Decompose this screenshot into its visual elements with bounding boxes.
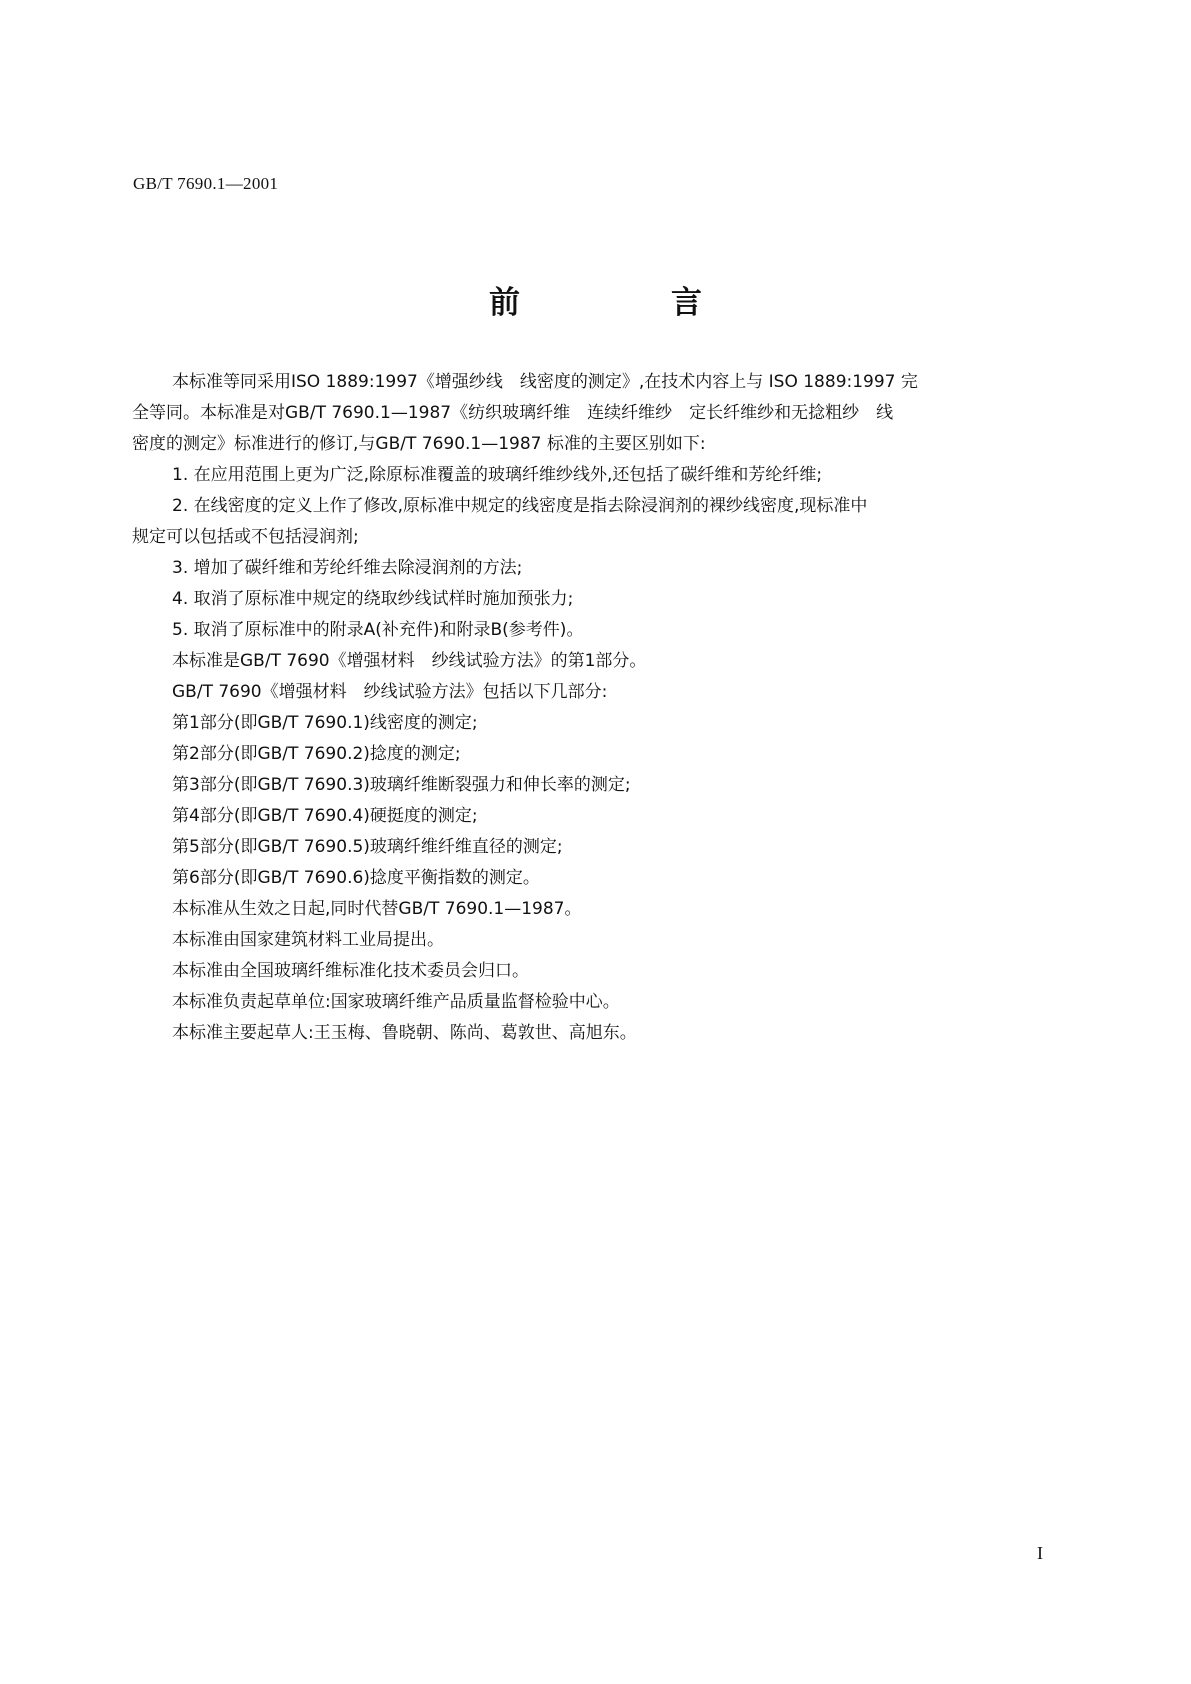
- closing-line: 本标准负责起草单位:国家玻璃纤维产品质量监督检验中心。: [172, 992, 620, 1012]
- page-number: I: [1037, 1543, 1043, 1563]
- part-item: 第3部分(即GB/T 7690.3)玻璃纤维断裂强力和伸长率的测定;: [172, 775, 631, 795]
- part-item: 第5部分(即GB/T 7690.5)玻璃纤维纤维直径的测定;: [172, 837, 563, 857]
- standard-code: GB/T 7690.1—2001: [133, 174, 279, 193]
- part-item: 第1部分(即GB/T 7690.1)线密度的测定;: [172, 713, 478, 733]
- part-item: 第6部分(即GB/T 7690.6)捻度平衡指数的测定。: [172, 868, 540, 888]
- closing-line: 本标准由国家建筑材料工业局提出。: [172, 930, 444, 950]
- page-title: 前 言: [489, 285, 762, 321]
- part-item: 第4部分(即GB/T 7690.4)硬挺度的测定;: [172, 806, 478, 826]
- closing-line: 本标准主要起草人:王玉梅、鲁晓朝、陈尚、葛敦世、高旭东。: [172, 1023, 637, 1043]
- intro-line-1: 本标准等同采用ISO 1889:1997《增强纱线 线密度的测定》,在技术内容上与 ISO 1889:1997 完: [172, 372, 918, 392]
- part-statement: 本标准是GB/T 7690《增强材料 纱线试验方法》的第1部分。: [172, 651, 647, 671]
- difference-item-1: 1. 在应用范围上更为广泛,除原标准覆盖的玻璃纤维纱线外,还包括了碳纤维和芳纶纤维;: [172, 465, 823, 485]
- intro-line-3: 密度的测定》标准进行的修订,与GB/T 7690.1—1987 标准的主要区别如下:: [132, 434, 706, 454]
- foreword-body: [132, 367, 1057, 1049]
- difference-item-5: 5. 取消了原标准中的附录A(补充件)和附录B(参考件)。: [172, 620, 584, 640]
- difference-item-3: 3. 增加了碳纤维和芳纶纤维去除浸润剂的方法;: [172, 558, 523, 578]
- difference-item-2: 2. 在线密度的定义上作了修改,原标准中规定的线密度是指去除浸润剂的裸纱线密度,现标准中: [172, 496, 868, 516]
- difference-item-2-cont: 规定可以包括或不包括浸润剂;: [132, 527, 359, 547]
- closing-line: 本标准从生效之日起,同时代替GB/T 7690.1—1987。: [172, 899, 582, 919]
- intro-line-2: 全等同。本标准是对GB/T 7690.1—1987《纺织玻璃纤维 连续纤维纱 定长纤维纱和无捻粗纱 线: [132, 403, 894, 423]
- closing-line: 本标准由全国玻璃纤维标准化技术委员会归口。: [172, 961, 529, 981]
- parts-intro: GB/T 7690《增强材料 纱线试验方法》包括以下几部分:: [172, 682, 608, 702]
- difference-item-4: 4. 取消了原标准中规定的绕取纱线试样时施加预张力;: [172, 589, 574, 609]
- part-item: 第2部分(即GB/T 7690.2)捻度的测定;: [172, 744, 461, 764]
